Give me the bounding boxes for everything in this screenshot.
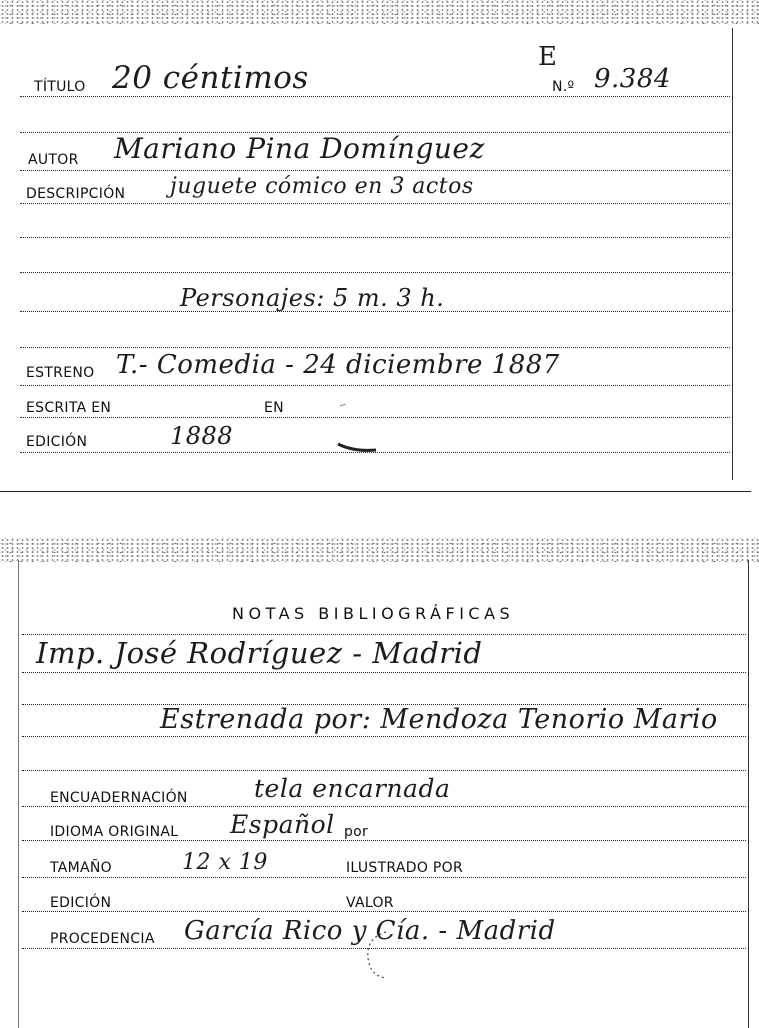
ruled-line (20, 347, 730, 348)
titulo-label: TÍTULO (34, 79, 86, 95)
ilustrado-por-label: ILUSTRADO POR (346, 860, 463, 876)
tamano-label: TAMAÑO (50, 860, 112, 876)
ruled-line (22, 736, 746, 737)
descripcion-label: DESCRIPCIÓN (26, 186, 126, 202)
catalog-card-bottom (0, 538, 759, 1028)
card-bottom-edge (0, 491, 751, 492)
estrenada-note: Estrenada por: Mendoza Tenorio Mario (160, 704, 718, 735)
notas-bibliograficas-heading: NOTAS BIBLIOGRÁFICAS (232, 604, 515, 623)
ruled-line (22, 911, 746, 912)
procedencia-value: García Rico y Cía. - Madrid (184, 916, 556, 946)
valor-label: VALOR (346, 895, 394, 911)
idioma-original-value: Español (230, 810, 335, 839)
numero-prefix: E (538, 42, 558, 72)
ruled-line (22, 634, 746, 635)
card-left-edge (18, 560, 19, 1028)
idioma-original-label: IDIOMA ORIGINAL (50, 824, 179, 840)
card-right-edge (748, 560, 749, 1028)
ruled-line (22, 672, 746, 673)
ruled-line (20, 385, 730, 386)
en-label: EN (264, 400, 284, 416)
personajes-value: Personajes: 5 m. 3 h. (180, 284, 445, 312)
tamano-value: 12 x 19 (182, 850, 268, 875)
card-top-edge-texture (0, 0, 759, 24)
encuadernacion-value: tela encarnada (254, 774, 451, 803)
encuadernacion-label: ENCUADERNACIÓN (50, 790, 188, 806)
descripcion-value: juguete cómico en 3 actos (170, 174, 474, 199)
procedencia-label: PROCEDENCIA (50, 931, 155, 947)
estreno-value: T.- Comedia - 24 diciembre 1887 (116, 350, 560, 380)
ruled-line (22, 840, 746, 841)
ruled-line (20, 203, 730, 204)
por-label: por (344, 824, 369, 840)
ruled-line (20, 272, 730, 273)
numero-value: 9.384 (594, 64, 671, 94)
ruled-line (20, 170, 730, 171)
card-right-edge (732, 28, 733, 480)
card-top-edge-texture (0, 538, 759, 562)
edicion-label: EDICIÓN (50, 895, 112, 911)
imprenta-note: Imp. José Rodríguez - Madrid (36, 636, 483, 670)
ruled-line (22, 770, 746, 771)
edicion-label: EDICIÓN (26, 434, 88, 450)
ruled-line (22, 806, 746, 807)
ink-stroke-mark (326, 392, 406, 462)
titulo-value: 20 céntimos (112, 60, 309, 96)
catalog-card-top (0, 0, 759, 492)
ruled-line (22, 877, 746, 878)
estreno-label: ESTRENO (26, 365, 95, 381)
numero-label: N.º (552, 79, 575, 95)
escrita-en-label: ESCRITA EN (26, 400, 112, 416)
autor-value: Mariano Pina Domínguez (114, 132, 485, 165)
ruled-line (20, 96, 730, 97)
autor-label: AUTOR (28, 152, 79, 168)
edicion-value: 1888 (170, 422, 234, 450)
ruled-line (20, 237, 730, 238)
ink-blot-mark (352, 924, 422, 984)
